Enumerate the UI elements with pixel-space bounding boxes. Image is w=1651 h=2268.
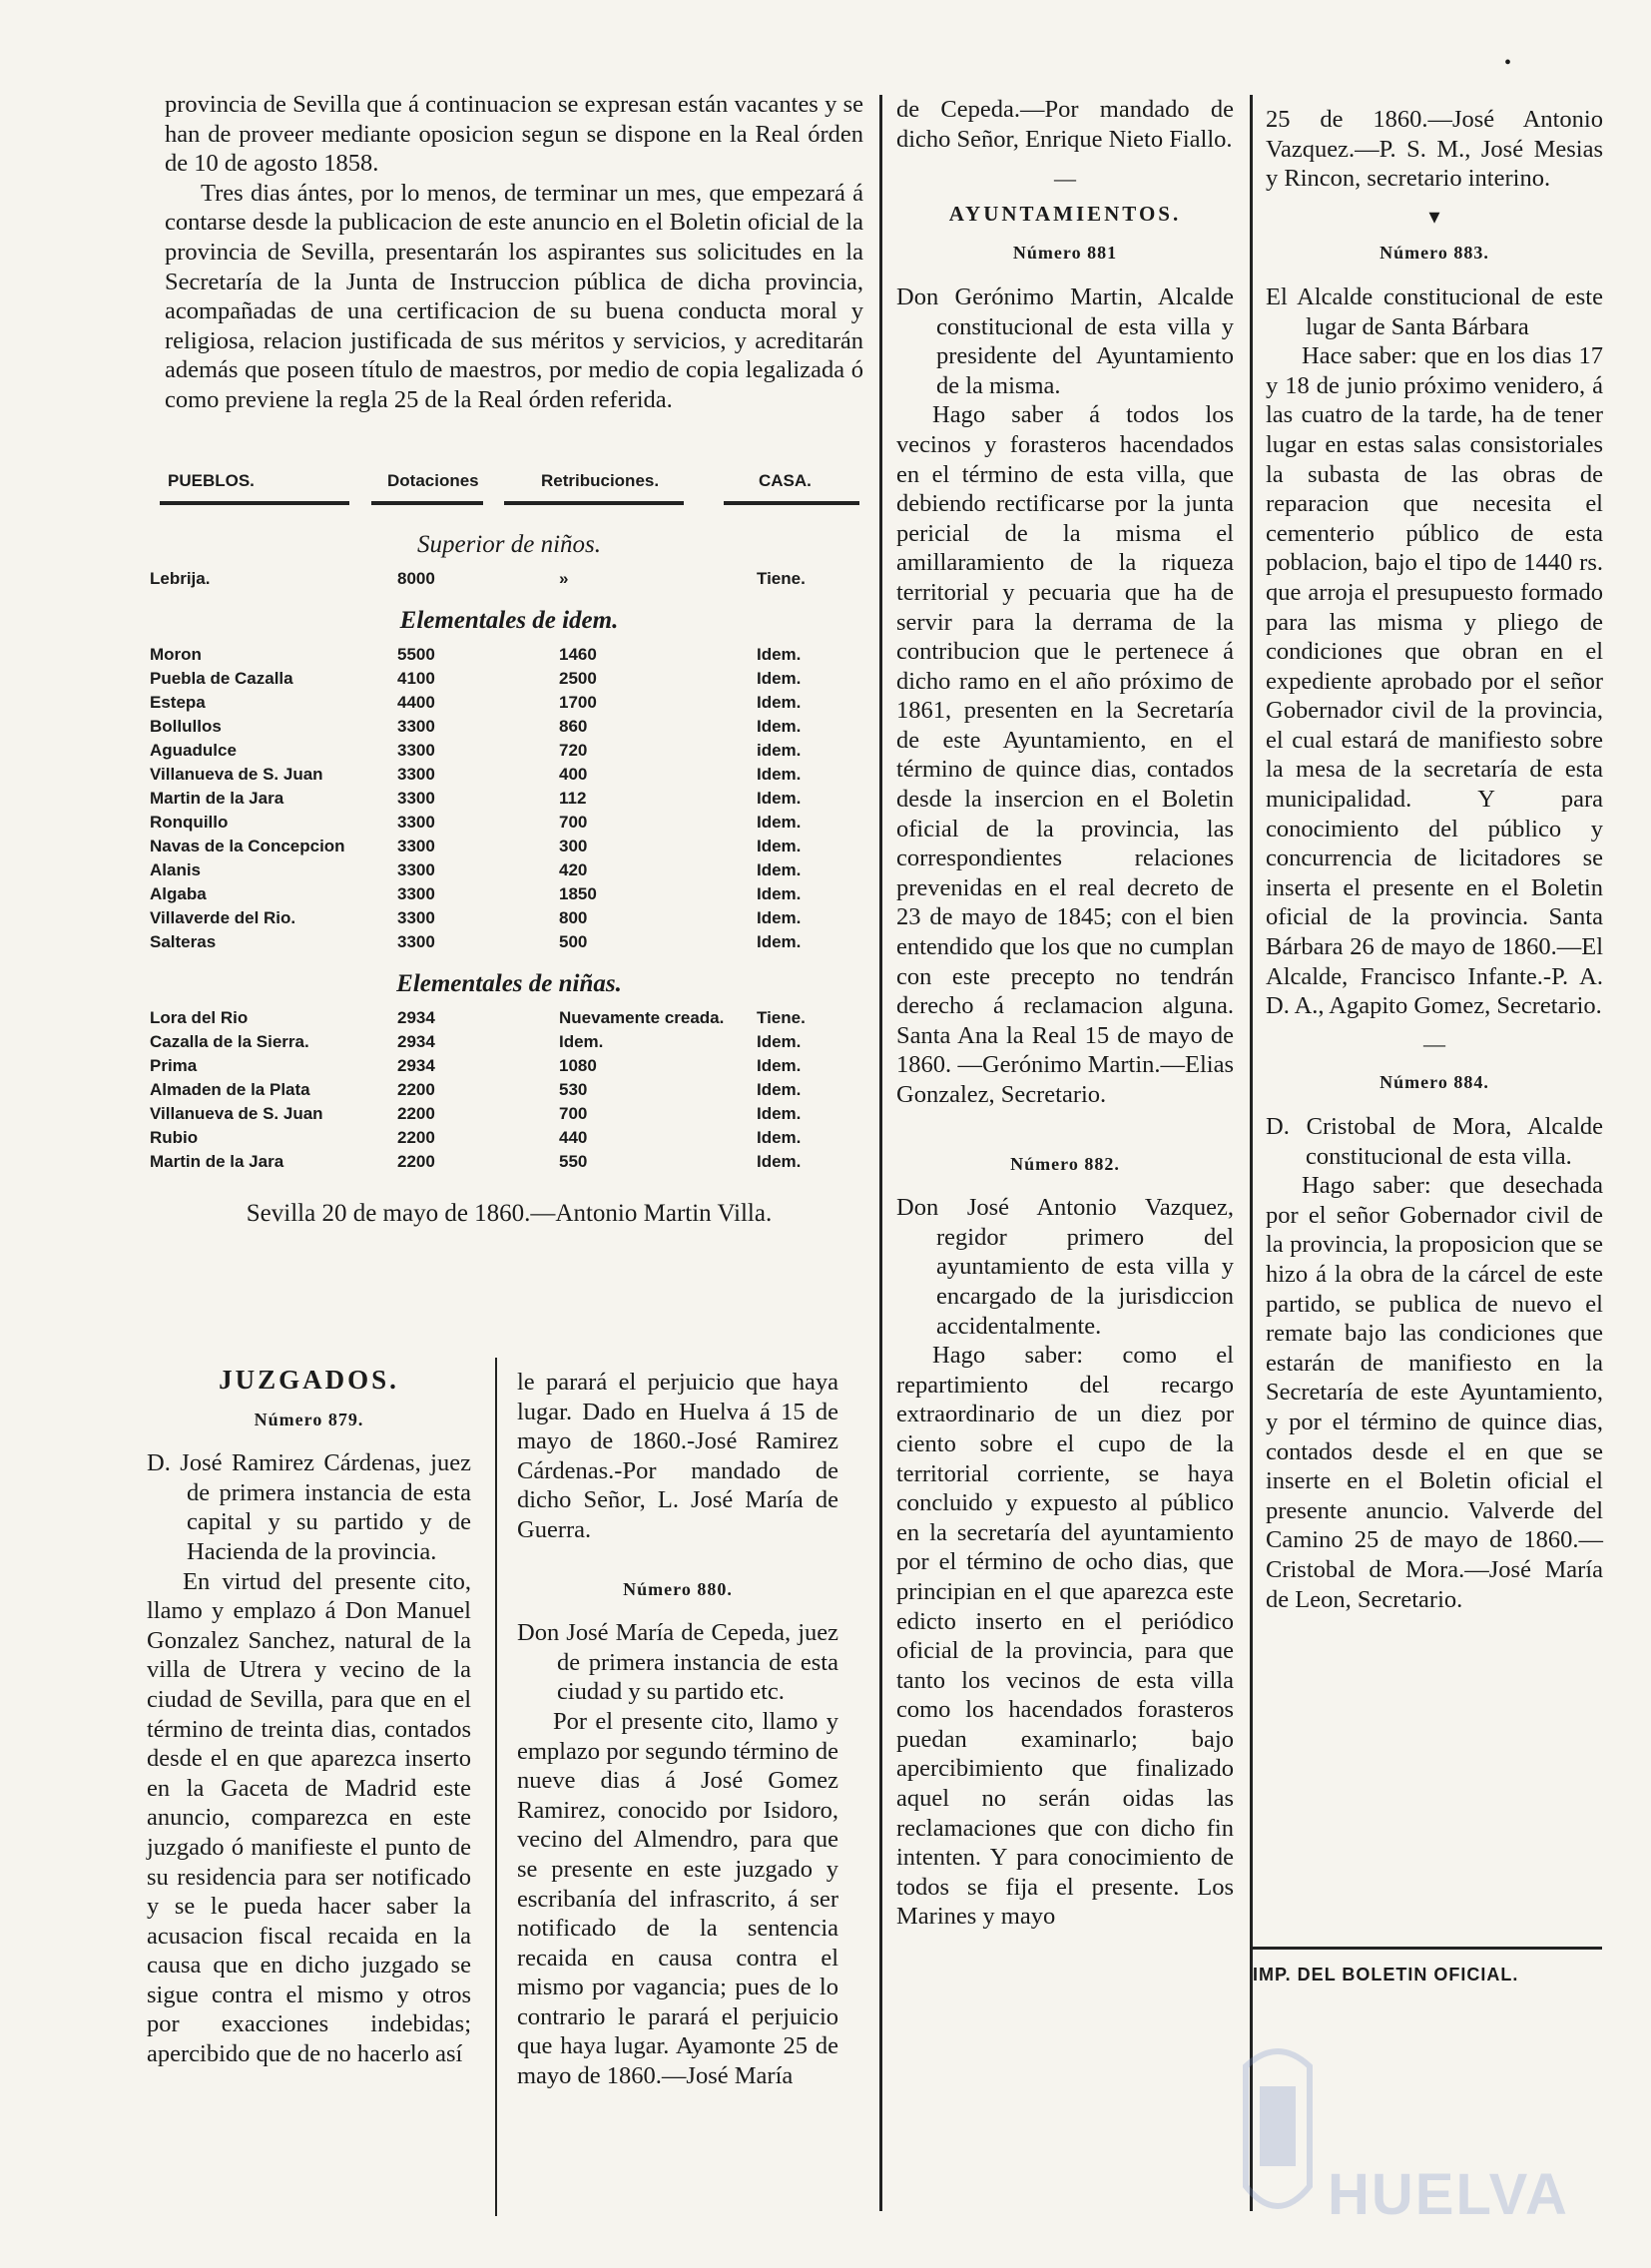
divider-rule: —: [1423, 1030, 1445, 1056]
cell-casa: Idem.: [757, 693, 802, 712]
column-rule: [879, 95, 882, 2211]
cell-retribucion: 700: [559, 813, 588, 832]
cell-pueblo: Lebrija.: [150, 569, 211, 588]
cell-retribucion: 112: [559, 789, 587, 808]
pueblos-table: [150, 461, 868, 1228]
header-rule: [504, 501, 684, 505]
table-row: [150, 741, 868, 765]
notice-intro: Don Gerónimo Martin, Alcalde constitucional de esta villa y presidente del Ayuntamiento de la misma.: [896, 283, 1234, 399]
cell-pueblo: Villanueva de S. Juan: [150, 765, 323, 784]
rows-elementales-ninas: [150, 1008, 868, 1176]
cell-dotacion: 2200: [397, 1128, 435, 1147]
cell-dotacion: 5500: [397, 645, 435, 664]
cell-dotacion: 3300: [397, 860, 435, 879]
cell-retribucion: 530: [559, 1080, 588, 1099]
notice-intro: Don José María de Cepeda, juez de primera instancia de esta ciudad y su partido etc.: [517, 1619, 838, 1706]
coat-of-arms-icon: [1238, 2036, 1318, 2226]
announcement-paragraph: Tres dias ántes, por lo menos, de terminar un mes, que empezará á contarse desde la publicacion de este anuncio en el Boletin oficial de la provincia de Sevilla, presentarán los aspirantes sus solicitudes en la Secretaría de la Junta de Instruccion pública de dicha provincia, acompañadas de una certificacion de su buena conducta moral y religiosa, relacion justificada de sus méritos y servicios, y acreditarán además que poseen título de maestros, por medio de copia legalizada ó como previene la regla 25 de la Real órden referida.: [165, 179, 863, 413]
cell-retribucion: Nuevamente creada.: [559, 1008, 725, 1027]
table-row: [150, 1008, 868, 1032]
cell-casa: Idem.: [757, 908, 802, 927]
cell-pueblo: Villaverde del Rio.: [150, 908, 296, 927]
divider-rule: —: [1054, 166, 1076, 192]
header-casa: CASA.: [759, 471, 812, 490]
corner-mark: •: [1503, 52, 1511, 74]
cell-dotacion: 3300: [397, 813, 435, 832]
table-row: [150, 717, 868, 741]
cell-pueblo: Aguadulce: [150, 741, 237, 760]
cell-retribucion: 400: [559, 765, 588, 784]
table-row: [150, 932, 868, 956]
notice-continuation: 25 de 1860.—José Antonio Vazquez.—P. S. M., José Mesias y Rincon, secretario interino.: [1266, 106, 1603, 193]
cell-casa: Idem.: [757, 1152, 802, 1171]
cell-retribucion: 1850: [559, 884, 597, 903]
cell-retribucion: 800: [559, 908, 588, 927]
section-superior-ninos: Superior de niños.: [416, 531, 602, 558]
cell-casa: Tiene.: [757, 1008, 806, 1027]
header-dotaciones: Dotaciones: [387, 471, 479, 490]
cell-pueblo: Ronquillo: [150, 813, 229, 832]
rows-elementales-idem: [150, 645, 868, 956]
cell-dotacion: 2200: [397, 1080, 435, 1099]
cell-dotacion: 3300: [397, 789, 435, 808]
notice-intro: D. José Ramirez Cárdenas, juez de primera instancia de esta capital y su partido y de Hacienda de la provincia.: [147, 1449, 471, 1565]
notice-number: Número 881: [1012, 243, 1118, 264]
table-row: [150, 1152, 868, 1176]
table-header: [150, 461, 868, 517]
header-rule: [724, 501, 859, 505]
cell-dotacion: 2200: [397, 1152, 435, 1171]
cell-dotacion: 2934: [397, 1008, 435, 1027]
imprint: IMP. DEL BOLETIN OFICIAL.: [1253, 1965, 1519, 1984]
notice-body: Hago saber: como el repartimiento del recargo extraordinario de un diez por ciento sobre el cupo de la territorial corriente, se haya concluido y expuesto al público en la secretaría del ayuntamiento por el término de ocho dias, que principian en el que aparezca este edicto inserto en el periódico oficial de la provincia, para que tanto los vecinos de esta villa como los hacendados forasteros puedan examinarlo; bajo apercibimiento que finalizado aquel no serán oidas las reclamaciones que con dicho fin intenten. Y para conocimiento de todos se fija el presente. Los Marines y mayo: [896, 1342, 1234, 1931]
cell-casa: Idem.: [757, 765, 802, 784]
cell-casa: Idem.: [757, 789, 802, 808]
cell-casa: Idem.: [757, 860, 802, 879]
notice-body: Hace saber: que en los dias 17 y 18 de junio próximo venidero, á las cuatro de la tarde, ha de tener lugar en estas salas consistoriales la subasta de las obras de reparacion que necesita el cementerio público de esta poblacion, bajo el tipo de 1440 rs. que arroja el presupuesto formado para las misma y pliego de condiciones que obran en el expediente aprobado por el señor Gobernador civil de la provincia, el cual estará de manifiesto sobre la mesa de la secretaría de esta municipalidad. Y para conocimiento del público y concurrencia de licitadores se inserta el presente en el Boletin oficial de la provincia. Santa Bárbara 26 de mayo de 1860.—El Alcalde, Francisco Infante.-P. A. D. A., Agapito Gomez, Secretario.: [1266, 342, 1603, 1020]
table-row: [150, 693, 868, 717]
cell-pueblo: Lora del Rio: [150, 1008, 249, 1027]
notice-body: En virtud del presente cito, llamo y emplazo á Don Manuel Gonzalez Sanchez, natural de la villa de Utrera y vecino de la ciudad de Sevilla, para que en el término de treinta dias, contados desde el en que aparezca inserto en la Gaceta de Madrid este anuncio, comparezca en este juzgado ó manifieste el punto de su residencia para ser notificado y se le pueda hacer saber la acusacion fiscal recaida en la causa que en dicho juzgado se sigue contra el mismo y otros por exacciones indebidas; apercibido que de no hacerlo así: [147, 1567, 471, 2068]
cell-retribucion: 500: [559, 932, 588, 951]
cell-pueblo: Bollullos: [150, 717, 222, 736]
header-rule: [160, 501, 349, 505]
table-row: [150, 860, 868, 884]
cell-retribucion: Idem.: [559, 1032, 604, 1051]
cell-retribucion: 860: [559, 717, 588, 736]
cell-pueblo: Martin de la Jara: [150, 1152, 284, 1171]
table-row: [150, 837, 868, 860]
cell-retribucion: 420: [559, 860, 588, 879]
table-signature: Sevilla 20 de mayo de 1860.—Antonio Martin Villa.: [246, 1200, 773, 1227]
cell-dotacion: 3300: [397, 884, 435, 903]
col1-bottom: [147, 1360, 471, 2069]
cell-casa: Idem.: [757, 669, 802, 688]
cell-dotacion: 3300: [397, 908, 435, 927]
notice-intro: El Alcalde constitucional de este lugar de Santa Bárbara: [1266, 283, 1603, 340]
cell-casa: Idem.: [757, 932, 802, 951]
cell-casa: Idem.: [757, 717, 802, 736]
cell-retribucion: 440: [559, 1128, 588, 1147]
cell-casa: Tiene.: [757, 569, 806, 588]
cell-retribucion: 300: [559, 837, 588, 855]
table-row: [150, 1128, 868, 1152]
watermark-logo: [1238, 2036, 1577, 2256]
notice-number: Número 884.: [1379, 1072, 1489, 1093]
table-row: [150, 789, 868, 813]
cell-retribucion: 720: [559, 741, 588, 760]
cell-retribucion: 1080: [559, 1056, 597, 1075]
cell-casa: Idem.: [757, 1080, 802, 1099]
col1-top: [165, 90, 863, 415]
table-row: [150, 645, 868, 669]
cell-retribucion: 1700: [559, 693, 597, 712]
cell-casa: Idem.: [757, 1104, 802, 1123]
cell-pueblo: Puebla de Cazalla: [150, 669, 293, 688]
table-row: [150, 908, 868, 932]
cell-dotacion: 3300: [397, 932, 435, 951]
cell-retribucion: 1460: [559, 645, 597, 664]
col4: [1266, 105, 1603, 1614]
cell-casa: Idem.: [757, 645, 802, 664]
cell-pueblo: Martin de la Jara: [150, 789, 284, 808]
notice-intro: Don José Antonio Vazquez, regidor primero del ayuntamiento de esta villa y encargado de la jurisdiccion accidentalmente.: [896, 1194, 1234, 1340]
cell-pueblo: Salteras: [150, 932, 217, 951]
cell-pueblo: Rubio: [150, 1128, 199, 1147]
notice-number: Número 879.: [254, 1409, 364, 1429]
table-row: [150, 569, 868, 593]
cell-retribucion: 2500: [559, 669, 597, 688]
cell-dotacion: 3300: [397, 717, 435, 736]
cell-pueblo: Algaba: [150, 884, 207, 903]
cell-casa: Idem.: [757, 837, 802, 855]
cell-dotacion: 4100: [397, 669, 435, 688]
cell-casa: Idem.: [757, 1128, 802, 1147]
cell-pueblo: Cazalla de la Sierra.: [150, 1032, 309, 1051]
column-rule: [1250, 95, 1253, 2211]
cell-casa: Idem.: [757, 813, 802, 832]
cell-dotacion: 3300: [397, 765, 435, 784]
col2-bottom: [517, 1368, 838, 2091]
watermark-text: HUELVA: [1328, 2162, 1569, 2227]
table-row: [150, 813, 868, 837]
cell-dotacion: 2934: [397, 1032, 435, 1051]
ayuntamientos-heading: AYUNTAMIENTOS.: [948, 201, 1182, 226]
cell-dotacion: 8000: [397, 569, 435, 588]
table-row: [150, 1104, 868, 1128]
table-row: [150, 669, 868, 693]
notice-number: Número 882.: [1010, 1153, 1120, 1174]
cell-pueblo: Estepa: [150, 693, 206, 712]
cell-dotacion: 3300: [397, 741, 435, 760]
notice-body: Hago saber á todos los vecinos y forasteros hacendados en el término de esta villa, que debiendo rectificarse por la junta pericial de la misma el amillaramiento de la riqueza territorial y pecuaria que ha de servir para la derrama de la contribucion que le pertenece á dicho ramo en el año próximo de 1861, presenten en la Secretaría de este Ayuntamiento, en el término de quince dias, contados desde la insercion en el Boletin oficial de la provincia, las correspondientes relaciones prevenidas en el real decreto de 23 de mayo de 1845; con el bien entendido que los que no cumplan con este precepto no tendrán derecho á reclamacion alguna. Santa Ana la Real 15 de mayo de 1860. —Gerónimo Martin.—Elias Gonzalez, Secretario.: [896, 401, 1234, 1108]
cell-dotacion: 3300: [397, 837, 435, 855]
header-pueblos: PUEBLOS.: [168, 471, 255, 490]
cell-pueblo: Moron: [150, 645, 202, 664]
divider-ornament: ▾: [1428, 203, 1440, 229]
cell-casa: Idem.: [757, 884, 802, 903]
imprint-rule: [1253, 1947, 1602, 1950]
column-rule: [495, 1358, 497, 2216]
cell-pueblo: Prima: [150, 1056, 198, 1075]
notice-continuation: le parará el perjuicio que haya lugar. Dado en Huelva á 15 de mayo de 1860.-José Ramirez Cárdenas.-Por mandado de dicho Señor, L. José María de Guerra.: [517, 1369, 838, 1543]
notice-body: Por el presente cito, llamo y emplazo por segundo término de nueve dias á José Gomez Ramirez, conocido por Isidoro, vecino del Almendro, para que se presente en este juzgado y escribanía del infrascrito, á ser notificado de la sentencia recaida en causa contra el mismo por vagancia; pues de lo contrario le parará el perjuicio que haya lugar. Ayamonte 25 de mayo de 1860.—José María: [517, 1707, 838, 2090]
notice-number: Número 883.: [1379, 243, 1489, 264]
header-rule: [371, 501, 483, 505]
cell-pueblo: Alanis: [150, 860, 202, 879]
announcement-paragraph: provincia de Sevilla que á continuacion se expresan están vacantes y se han de proveer mediante oposicion segun se dispone en la Real órden de 10 de agosto 1858.: [165, 91, 863, 178]
table-row: [150, 1032, 868, 1056]
cell-dotacion: 4400: [397, 693, 435, 712]
cell-dotacion: 2934: [397, 1056, 435, 1075]
notice-continuation: de Cepeda.—Por mandado de dicho Señor, Enrique Nieto Fiallo.: [896, 96, 1234, 153]
table-row: [150, 1080, 868, 1104]
table-row: [150, 884, 868, 908]
cell-pueblo: Navas de la Concepcion: [150, 837, 345, 855]
cell-casa: Idem.: [757, 1032, 802, 1051]
cell-pueblo: Villanueva de S. Juan: [150, 1104, 323, 1123]
header-retribuciones: Retribuciones.: [541, 471, 660, 490]
juzgados-heading: JUZGADOS.: [219, 1365, 399, 1395]
table-row: [150, 765, 868, 789]
table-row: [150, 1056, 868, 1080]
cell-retribucion: 550: [559, 1152, 588, 1171]
cell-pueblo: Almaden de la Plata: [150, 1080, 310, 1099]
section-elementales-ninas: Elementales de niñas.: [396, 970, 622, 997]
col3: [896, 95, 1234, 1932]
cell-casa: idem.: [757, 741, 802, 760]
cell-retribucion: »: [559, 569, 569, 588]
cell-casa: Idem.: [757, 1056, 802, 1075]
notice-intro: D. Cristobal de Mora, Alcalde constitucional de esta villa.: [1266, 1113, 1603, 1170]
section-elementales-idem: Elementales de idem.: [399, 607, 619, 634]
notice-body: Hago saber: que desechada por el señor Gobernador civil de la provincia, la proposicion que se hizo á la obra de la cárcel de este partido, se publica de nuevo el remate bajo las condiciones que estarán de manifiesto en la Secretaría de este Ayuntamiento, y por el término de quince dias, contados desde el en que se inserte en el Boletin oficial el presente anuncio. Valverde del Camino 25 de mayo de 1860.—Cristobal de Mora.—José María de Leon, Secretario.: [1266, 1172, 1603, 1613]
cell-retribucion: 700: [559, 1104, 588, 1123]
notice-number: Número 880.: [623, 1578, 733, 1599]
cell-dotacion: 2200: [397, 1104, 435, 1123]
